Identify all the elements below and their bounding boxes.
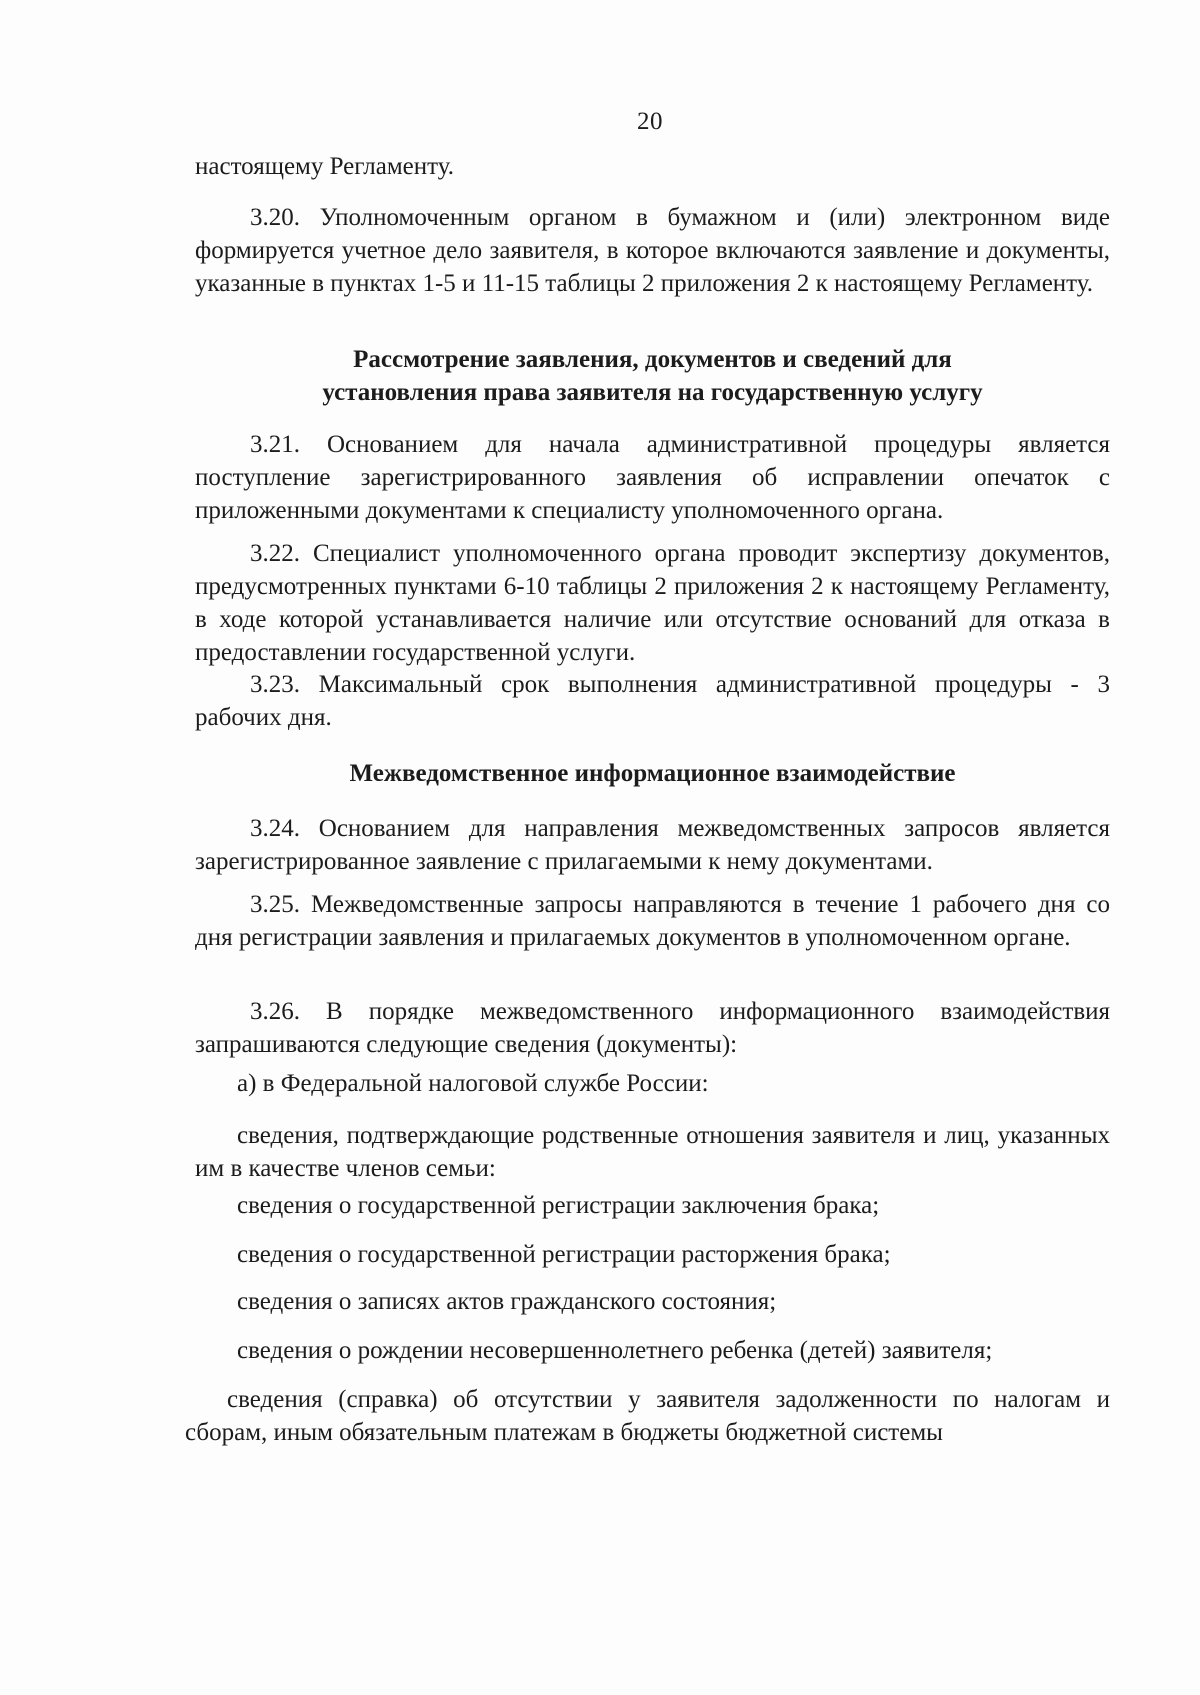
list-item-divorce: сведения о государственной регистрации расторжения брака; xyxy=(237,1241,891,1268)
paragraph-3-26: 3.26. В порядке межведомственного информационного взаимодействия запрашиваются следующие сведения (документы): xyxy=(195,998,1110,1058)
list-item-related: сведения, подтверждающие родственные отношения заявителя и лиц, указанных им в качестве членов семьи: xyxy=(195,1122,1110,1182)
paragraph-3-23: 3.23. Максимальный срок выполнения административной процедуры - 3 рабочих дня. xyxy=(195,671,1110,731)
list-item-marriage: сведения о государственной регистрации заключения брака; xyxy=(237,1192,880,1219)
paragraph-3-22: 3.22. Специалист уполномоченного органа проводит экспертизу документов, предусмотренных пунктами 6-10 таблицы 2 приложения 2 к настоящему Регламенту, в ходе которой устанавливается наличие или отсутствие оснований для отказа в предоставлении государственной услуги. xyxy=(195,540,1110,666)
list-item-birth: сведения о рождении несовершеннолетнего ребенка (детей) заявителя; xyxy=(237,1337,993,1364)
section-heading-review-line2: установления права заявителя на государственную услугу xyxy=(322,379,983,406)
list-item-a: а) в Федеральной налоговой службе России: xyxy=(237,1070,709,1097)
list-item-acts: сведения о записях актов гражданского состояния; xyxy=(237,1288,777,1315)
section-heading-review-line1: Рассмотрение заявления, документов и сведений для xyxy=(353,346,952,373)
paragraph-3-25: 3.25. Межведомственные запросы направляются в течение 1 рабочего дня со дня регистрации заявления и прилагаемых документов в уполномоченном органе. xyxy=(195,891,1110,951)
paragraph-3-24: 3.24. Основанием для направления межведомственных запросов является зарегистрированное заявление с прилагаемыми к нему документами. xyxy=(195,815,1110,875)
page-number: 20 xyxy=(637,108,663,135)
paragraph-3-20: 3.20. Уполномоченным органом в бумажном и (или) электронном виде формируется учетное дело заявителя, в которое включаются заявление и документы, указанные в пунктах 1-5 и 11-15 таблицы 2 приложения 2 к настоящему Регламенту. xyxy=(195,204,1110,297)
paragraph-3-21: 3.21. Основанием для начала административной процедуры является поступление зарегистрированного заявления об исправлении опечаток с приложенными документами к специалисту уполномоченного органа. xyxy=(195,431,1110,524)
list-item-debt: сведения (справка) об отсутствии у заявителя задолженности по налогам и сборам, иным обязательным платежам в бюджеты бюджетной системы xyxy=(185,1386,1110,1446)
paragraph-continuation: настоящему Регламенту. xyxy=(195,153,454,180)
section-heading-interagency: Межведомственное информационное взаимодействие xyxy=(349,760,956,787)
